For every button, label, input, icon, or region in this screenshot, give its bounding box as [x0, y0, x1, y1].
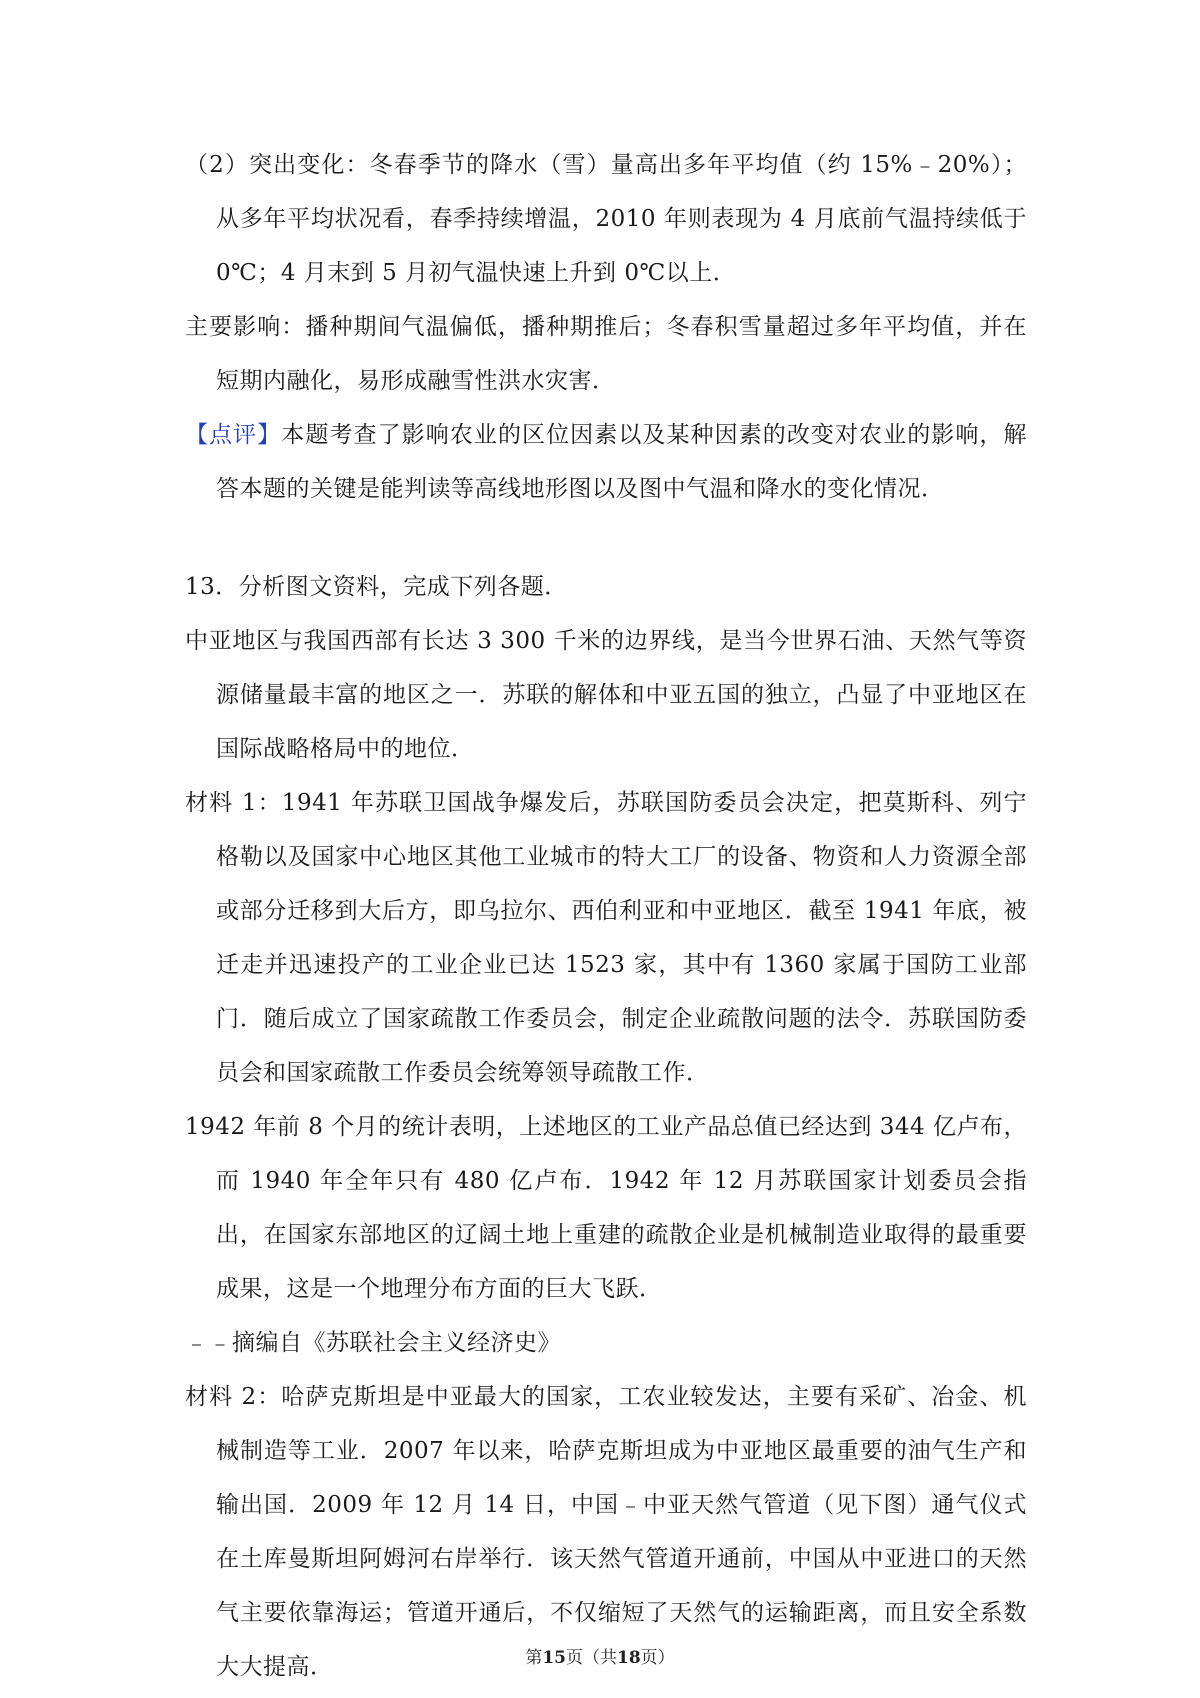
- statistics-paragraph: 1942 年前 8 个月的统计表明，上述地区的工业产品总值已经达到 344 亿卢布，而 1940 年全年只有 480 亿卢布．1942 年 12 月苏联国家计划委员会指出，在国家东部地区的辽阔土地上重建的疏散企业是机械制造业取得的最重要成果，这是一个地理分布方面的巨大飞跃．: [185, 1114, 1027, 1302]
- footer-suffix: 页）: [640, 1648, 675, 1668]
- footer-middle: 页（共: [566, 1648, 617, 1668]
- material-2-paragraph: 材料 2：哈萨克斯坦是中亚最大的国家，工农业较发达，主要有采矿、冶金、机械制造等工业．2007 年以来，哈萨克斯坦成为中亚地区最重要的油气生产和输出国．2009 年 12 月 14 日，中国﹣中亚天然气管道（见下图）通气仪式在土库曼斯坦阿姆河右岸举行．该天然气管道开通前，中国从中亚进口的天然气主要依靠海运；管道开通后，不仅缩短了天然气的运输距离，而且安全系数大大提高．: [185, 1384, 1027, 1680]
- footer-prefix: 第: [525, 1648, 543, 1668]
- section-spacer: [185, 516, 1027, 560]
- commentary-paragraph: [185, 408, 1027, 516]
- answer-part-2: （2）突出变化：冬春季节的降水（雪）量高出多年平均值（约 15%﹣20%）；从多年平均状况看，春季持续增温，2010 年则表现为 4 月底前气温持续低于 0℃；4 月末到 5 月初气温快速上升到 0℃以上．: [185, 152, 1027, 286]
- commentary-text: 本题考查了影响农业的区位因素以及某种因素的改变对农业的影响，解答本题的关键是能判读等高线地形图以及图中气温和降水的变化情况．: [216, 422, 1028, 502]
- footer-total-pages: 18: [617, 1648, 641, 1668]
- source-citation: ﹣﹣摘编自《苏联社会主义经济史》: [185, 1330, 561, 1356]
- material-1-paragraph: 材料 1：1941 年苏联卫国战争爆发后，苏联国防委员会决定，把莫斯科、列宁格勒以及国家中心地区其他工业城市的特大工厂的设备、物资和人力资源全部或部分迁移到大后方，即乌拉尔、西伯利亚和中亚地区．截至 1941 年底，被迁走并迅速投产的工业企业已达 1523 家，其中有 1360 家属于国防工业部门．随后成立了国家疏散工作委员会，制定企业疏散问题的法令．苏联国防委员会和国家疏散工作委员会统筹领导疏散工作．: [185, 790, 1027, 1086]
- intro-paragraph: 中亚地区与我国西部有长达 3 300 千米的边界线，是当今世界石油、天然气等资源储量最丰富的地区之一．苏联的解体和中亚五国的独立，凸显了中亚地区在国际战略格局中的地位．: [185, 628, 1027, 762]
- footer-page-number: 15: [542, 1648, 566, 1668]
- question-13-heading: 13．分析图文资料，完成下列各题．: [185, 574, 568, 600]
- page-footer: [0, 1643, 1200, 1668]
- main-impact-paragraph: 主要影响：播种期间气温偏低，播种期推后；冬春积雪量超过多年平均值，并在短期内融化，易形成融雪性洪水灾害．: [185, 314, 1027, 394]
- commentary-label: 【点评】: [185, 422, 282, 448]
- page-content: [185, 138, 1027, 1694]
